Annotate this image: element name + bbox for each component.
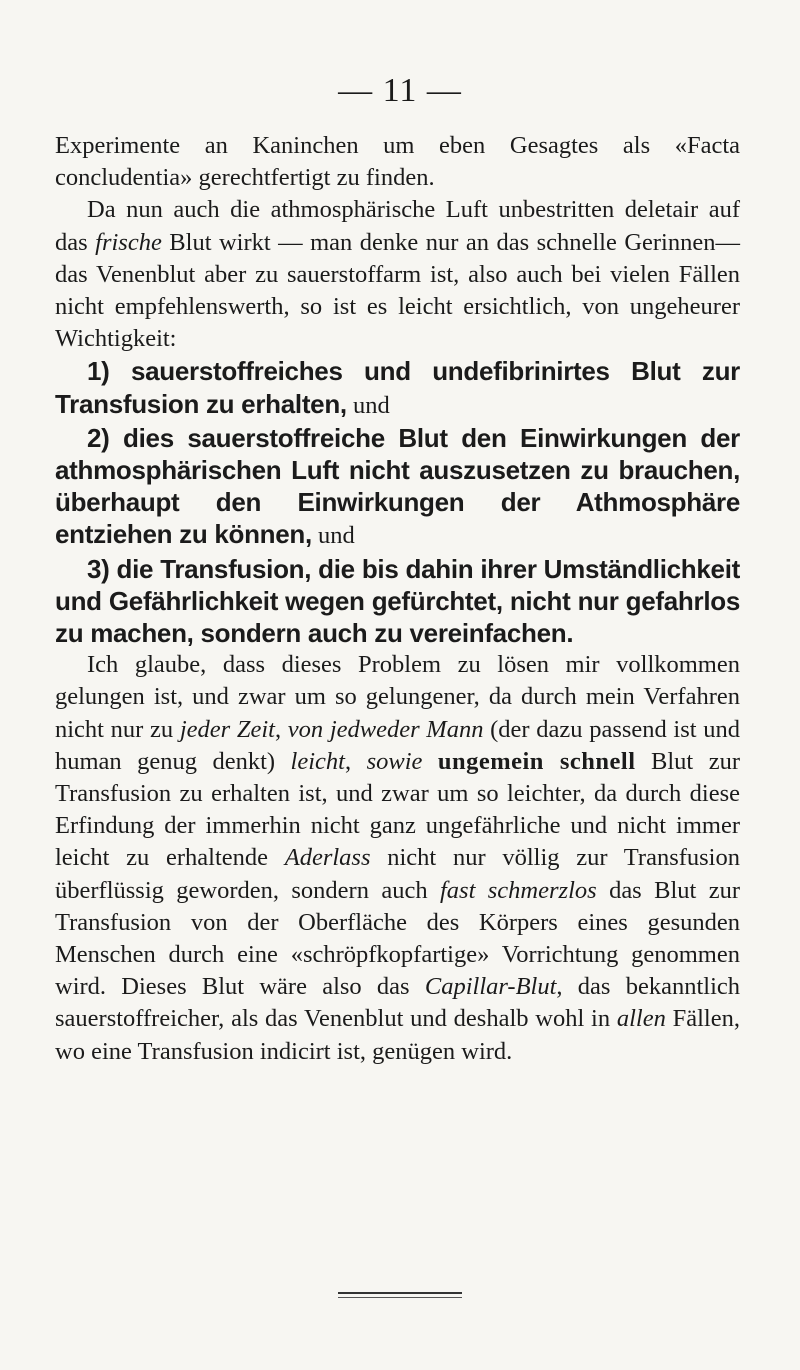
list-item-2-bold: 2) dies sauerstoffreiche Blut den Einwirkungen der athmosphärischen Luft nicht auszusetzen zu brauchen, überhaupt den Einwirkungen der Athmosphäre entziehen zu können, [55,422,740,550]
list-item-3 [55,553,740,650]
list-item-1-tail: und [346,391,390,419]
paragraph-1-text: Experimente an Kaninchen um eben Gesagtes als «Facta concludentia» gerechtfertigt zu finden. [55,132,740,192]
p3-o: das Blut zur Transfusion von der Oberfläche des Körpers eines gesunden Menschen durch eine «schröpfkopfartige» Vorrichtung genommen wird. Dieses Blut wäre also das [55,876,740,1001]
p3-italic-jedweder-mann: von jedweder Mann [287,715,484,743]
paragraph-3 [55,649,740,1068]
p3-italic-jeder-zeit: jeder Zeit [179,715,275,743]
p3-italic-allen: allen [616,1005,666,1033]
p3-italic-sowie: sowie [366,747,423,775]
p3-italic-fast-schmerzlos: fast schmerzlos [439,876,597,904]
list-item-1-bold: 1) sauerstoffreiches und undefibrinirtes Blut zur Transfusion zu erhalten, [55,356,740,419]
list-item-1 [55,355,740,421]
p3-c: , [274,715,288,743]
p3-bold-ungemein-schnell: ungemein schnell [437,747,636,775]
list-item-2-tail: und [311,522,355,550]
page-number: — 11 — [338,72,462,109]
p3-q: , das bekanntlich sauerstoffreicher, als das Venenblut und deshalb wohl in [55,973,741,1033]
closing-rule [338,1292,462,1294]
p3-m: nicht nur völlig zur Transfusion überflüssig geworden, sondern auch [55,844,740,904]
paragraph-2-text-a: Da nun auch die athmosphärische Luft unbestritten deletair auf das [55,196,740,256]
body-text [55,130,740,1068]
p3-a: Ich glaube, dass dieses Problem zu lösen mir vollkommen gelungen ist, und zwar um so gelungener, da durch mein Verfahren nicht nur zu [55,651,740,743]
paragraph-2-italic: frische [95,228,162,256]
p3-k: Blut zur Transfusion zu erhalten ist, und zwar um so leichter, da durch diese Erfindung der immerhin nicht ganz ungefährliche und nicht immer leicht zu erhaltende [55,747,740,872]
p3-e: (der dazu passend ist und human genug denkt) [55,715,741,775]
closing-rule-secondary [338,1297,462,1298]
list-item-2 [55,422,740,553]
p3-italic-leicht: leicht [290,747,345,775]
paragraph-2 [55,194,740,355]
p3-i [422,748,437,775]
p3-s: Fällen, wo eine Transfusion indicirt ist, genügen wird. [55,1005,740,1065]
p3-italic-aderlass: Aderlass [284,844,371,872]
list-item-3-bold: 3) die Transfusion, die bis dahin ihrer Umständlichkeit und Gefährlichkeit wegen gefürchtet, nicht nur gefahrlos zu machen, sondern auch zu vereinfachen. [55,553,740,649]
p3-italic-capillar-blut: Capillar-Blut [424,973,557,1001]
paragraph-2-text-c: Blut wirkt — man denke nur an das schnelle Gerinnen—das Venenblut aber zu sauerstoffarm ist, also auch bei vielen Fällen nicht empfehlenswerth, so ist es leicht ersichtlich, von ungeheurer Wichtigkeit: [55,228,740,353]
p3-g: , [344,747,367,775]
paragraph-1 [55,130,740,194]
